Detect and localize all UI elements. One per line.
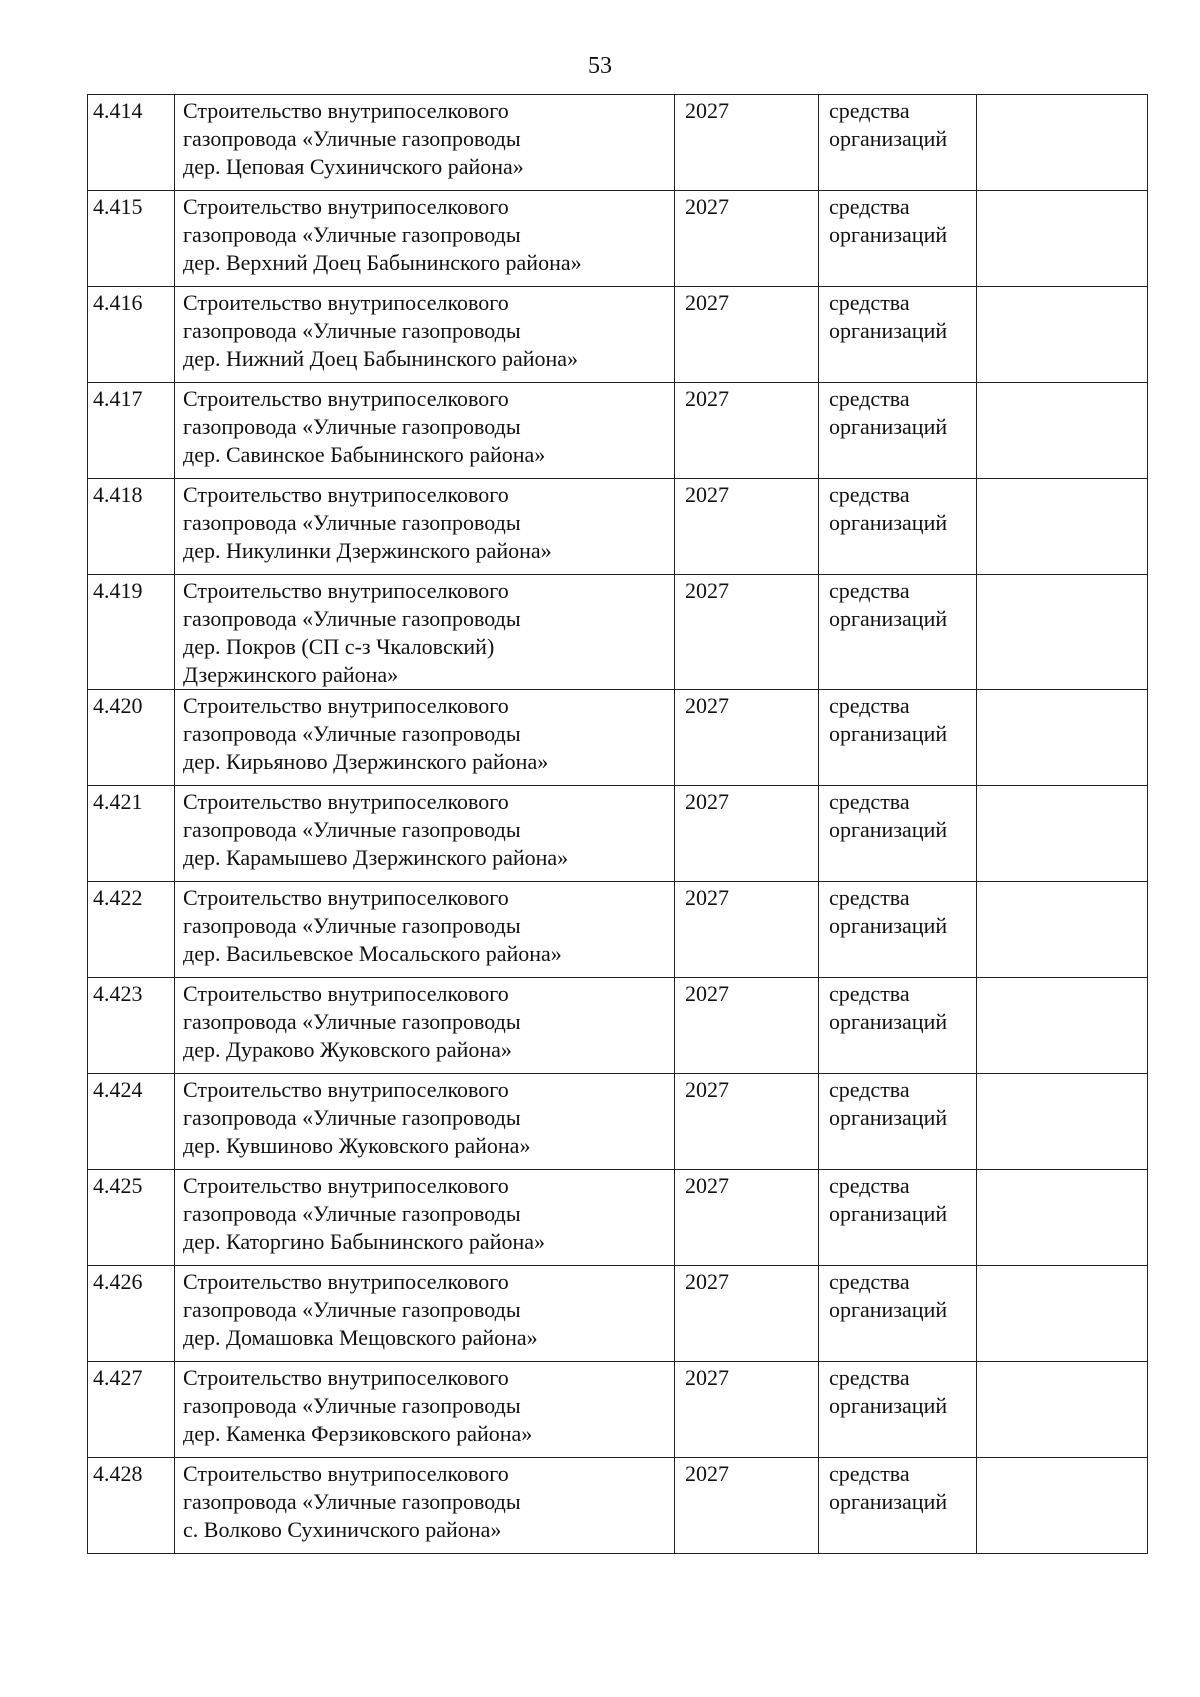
project-name-cell xyxy=(175,882,675,978)
project-name-cell xyxy=(175,1074,675,1170)
funding-source-line: организаций xyxy=(829,817,948,842)
project-name-line: Строительство внутрипоселкового xyxy=(183,1461,509,1486)
project-name-line: дер. Васильевское Мосальского района» xyxy=(183,941,562,966)
project-name-line: Строительство внутрипоселкового xyxy=(183,1173,509,1198)
item-number-cell: 4.419 xyxy=(88,575,175,690)
year-cell: 2027 xyxy=(675,1362,819,1458)
empty-cell xyxy=(977,191,1148,287)
project-name-line: газопровода «Уличные газопроводы xyxy=(183,817,521,842)
funding-source-line: средства xyxy=(829,789,910,814)
table-row xyxy=(88,1266,1148,1362)
item-number-cell: 4.427 xyxy=(88,1362,175,1458)
item-number-cell: 4.428 xyxy=(88,1458,175,1554)
item-number-cell: 4.418 xyxy=(88,479,175,575)
funding-source-line: организаций xyxy=(829,913,948,938)
table-row xyxy=(88,690,1148,786)
table-row xyxy=(88,1074,1148,1170)
funding-source-line: организаций xyxy=(829,1297,948,1322)
empty-cell xyxy=(977,479,1148,575)
funding-source-cell xyxy=(819,978,977,1074)
year-cell: 2027 xyxy=(675,383,819,479)
project-name-line: дер. Савинское Бабынинского района» xyxy=(183,442,546,467)
project-name-line: газопровода «Уличные газопроводы xyxy=(183,1489,521,1514)
project-name-cell xyxy=(175,1266,675,1362)
project-name-line: газопровода «Уличные газопроводы xyxy=(183,1201,521,1226)
empty-cell xyxy=(977,1458,1148,1554)
year-cell: 2027 xyxy=(675,95,819,191)
project-name-cell xyxy=(175,575,675,690)
funding-source-cell xyxy=(819,575,977,690)
project-name-line: дер. Кувшиново Жуковского района» xyxy=(183,1133,531,1158)
empty-cell xyxy=(977,882,1148,978)
project-name-cell xyxy=(175,383,675,479)
registry-table xyxy=(87,94,1148,1554)
project-name-line: газопровода «Уличные газопроводы xyxy=(183,222,521,247)
funding-source-line: средства xyxy=(829,1077,910,1102)
funding-source-line: организаций xyxy=(829,1489,948,1514)
funding-source-line: организаций xyxy=(829,606,948,631)
item-number-cell: 4.426 xyxy=(88,1266,175,1362)
item-number-cell: 4.414 xyxy=(88,95,175,191)
project-name-line: дер. Никулинки Дзержинского района» xyxy=(183,538,552,563)
project-name-line: Строительство внутрипоселкового xyxy=(183,693,509,718)
project-name-line: газопровода «Уличные газопроводы xyxy=(183,414,521,439)
project-name-line: газопровода «Уличные газопроводы xyxy=(183,1105,521,1130)
project-name-line: газопровода «Уличные газопроводы xyxy=(183,1393,521,1418)
project-name-line: газопровода «Уличные газопроводы xyxy=(183,913,521,938)
funding-source-cell xyxy=(819,1362,977,1458)
project-name-cell xyxy=(175,287,675,383)
table-row xyxy=(88,383,1148,479)
project-name-line: Строительство внутрипоселкового xyxy=(183,290,509,315)
funding-source-line: средства xyxy=(829,1365,910,1390)
funding-source-cell xyxy=(819,383,977,479)
year-cell: 2027 xyxy=(675,1458,819,1554)
funding-source-line: средства xyxy=(829,290,910,315)
year-cell: 2027 xyxy=(675,479,819,575)
empty-cell xyxy=(977,690,1148,786)
funding-source-cell xyxy=(819,1170,977,1266)
empty-cell xyxy=(977,978,1148,1074)
project-name-line: дер. Домашовка Мещовского района» xyxy=(183,1325,538,1350)
funding-source-line: организаций xyxy=(829,1393,948,1418)
year-cell: 2027 xyxy=(675,786,819,882)
project-name-line: Строительство внутрипоселкового xyxy=(183,1365,509,1390)
item-number-cell: 4.422 xyxy=(88,882,175,978)
funding-source-line: организаций xyxy=(829,222,948,247)
funding-source-line: организаций xyxy=(829,1201,948,1226)
funding-source-line: организаций xyxy=(829,1105,948,1130)
year-cell: 2027 xyxy=(675,575,819,690)
funding-source-cell xyxy=(819,287,977,383)
funding-source-line: средства xyxy=(829,1269,910,1294)
project-name-line: Строительство внутрипоселкового xyxy=(183,194,509,219)
project-name-line: Строительство внутрипоселкового xyxy=(183,98,509,123)
empty-cell xyxy=(977,786,1148,882)
project-name-cell xyxy=(175,1362,675,1458)
project-name-line: Дзержинского района» xyxy=(183,662,399,687)
page-number: 53 xyxy=(588,53,612,79)
project-name-line: Строительство внутрипоселкового xyxy=(183,1269,509,1294)
year-cell: 2027 xyxy=(675,978,819,1074)
funding-source-cell xyxy=(819,786,977,882)
funding-source-line: средства xyxy=(829,1461,910,1486)
project-name-line: Строительство внутрипоселкового xyxy=(183,981,509,1006)
table-row xyxy=(88,1170,1148,1266)
project-name-line: дер. Цеповая Сухиничского района» xyxy=(183,154,524,179)
funding-source-line: средства xyxy=(829,693,910,718)
project-name-cell xyxy=(175,95,675,191)
year-cell: 2027 xyxy=(675,1266,819,1362)
registry-table-body xyxy=(88,95,1148,1554)
funding-source-line: средства xyxy=(829,194,910,219)
funding-source-line: средства xyxy=(829,981,910,1006)
project-name-cell xyxy=(175,479,675,575)
funding-source-line: организаций xyxy=(829,721,948,746)
table-row xyxy=(88,287,1148,383)
year-cell: 2027 xyxy=(675,690,819,786)
project-name-line: Строительство внутрипоселкового xyxy=(183,1077,509,1102)
project-name-line: дер. Кирьяново Дзержинского района» xyxy=(183,749,549,774)
funding-source-cell xyxy=(819,95,977,191)
year-cell: 2027 xyxy=(675,287,819,383)
funding-source-line: средства xyxy=(829,885,910,910)
funding-source-cell xyxy=(819,1458,977,1554)
project-name-cell xyxy=(175,191,675,287)
year-cell: 2027 xyxy=(675,1170,819,1266)
project-name-line: газопровода «Уличные газопроводы xyxy=(183,510,521,535)
project-name-line: дер. Дураково Жуковского района» xyxy=(183,1037,512,1062)
project-name-line: Строительство внутрипоселкового xyxy=(183,482,509,507)
project-name-cell xyxy=(175,978,675,1074)
item-number-cell: 4.425 xyxy=(88,1170,175,1266)
item-number-cell: 4.420 xyxy=(88,690,175,786)
project-name-line: дер. Каторгино Бабынинского района» xyxy=(183,1229,546,1254)
funding-source-line: средства xyxy=(829,578,910,603)
project-name-line: газопровода «Уличные газопроводы xyxy=(183,126,521,151)
year-cell: 2027 xyxy=(675,882,819,978)
funding-source-cell xyxy=(819,191,977,287)
empty-cell xyxy=(977,95,1148,191)
empty-cell xyxy=(977,1074,1148,1170)
empty-cell xyxy=(977,1362,1148,1458)
project-name-line: газопровода «Уличные газопроводы xyxy=(183,318,521,343)
project-name-line: дер. Верхний Доец Бабынинского района» xyxy=(183,250,582,275)
funding-source-line: средства xyxy=(829,386,910,411)
funding-source-cell xyxy=(819,690,977,786)
project-name-line: дер. Нижний Доец Бабынинского района» xyxy=(183,346,579,371)
empty-cell xyxy=(977,1266,1148,1362)
item-number-cell: 4.417 xyxy=(88,383,175,479)
funding-source-line: организаций xyxy=(829,414,948,439)
table-row xyxy=(88,575,1148,690)
item-number-cell: 4.416 xyxy=(88,287,175,383)
project-name-line: газопровода «Уличные газопроводы xyxy=(183,721,521,746)
item-number-cell: 4.424 xyxy=(88,1074,175,1170)
project-name-line: Строительство внутрипоселкового xyxy=(183,885,509,910)
project-name-line: с. Волково Сухиничского района» xyxy=(183,1517,502,1542)
project-name-line: дер. Покров (СП с-з Чкаловский) xyxy=(183,634,495,659)
table-row xyxy=(88,978,1148,1074)
project-name-line: Строительство внутрипоселкового xyxy=(183,578,509,603)
table-row xyxy=(88,479,1148,575)
project-name-line: газопровода «Уличные газопроводы xyxy=(183,606,521,631)
empty-cell xyxy=(977,287,1148,383)
funding-source-line: организаций xyxy=(829,126,948,151)
project-name-cell xyxy=(175,1458,675,1554)
table-row xyxy=(88,95,1148,191)
project-name-cell xyxy=(175,1170,675,1266)
funding-source-line: организаций xyxy=(829,510,948,535)
project-name-line: Строительство внутрипоселкового xyxy=(183,789,509,814)
item-number-cell: 4.415 xyxy=(88,191,175,287)
funding-source-line: организаций xyxy=(829,318,948,343)
empty-cell xyxy=(977,1170,1148,1266)
project-name-line: газопровода «Уличные газопроводы xyxy=(183,1009,521,1034)
item-number-cell: 4.423 xyxy=(88,978,175,1074)
project-name-cell xyxy=(175,690,675,786)
empty-cell xyxy=(977,575,1148,690)
project-name-line: газопровода «Уличные газопроводы xyxy=(183,1297,521,1322)
funding-source-cell xyxy=(819,882,977,978)
project-name-line: Строительство внутрипоселкового xyxy=(183,386,509,411)
funding-source-line: средства xyxy=(829,482,910,507)
funding-source-cell xyxy=(819,1074,977,1170)
empty-cell xyxy=(977,383,1148,479)
table-row xyxy=(88,1362,1148,1458)
funding-source-line: средства xyxy=(829,98,910,123)
table-row xyxy=(88,786,1148,882)
table-row xyxy=(88,882,1148,978)
item-number-cell: 4.421 xyxy=(88,786,175,882)
project-name-line: дер. Карамышево Дзержинского района» xyxy=(183,845,569,870)
funding-source-cell xyxy=(819,479,977,575)
project-name-line: дер. Каменка Ферзиковского района» xyxy=(183,1421,533,1446)
project-name-cell xyxy=(175,786,675,882)
year-cell: 2027 xyxy=(675,1074,819,1170)
table-row xyxy=(88,1458,1148,1554)
table-row xyxy=(88,191,1148,287)
year-cell: 2027 xyxy=(675,191,819,287)
funding-source-cell xyxy=(819,1266,977,1362)
funding-source-line: организаций xyxy=(829,1009,948,1034)
funding-source-line: средства xyxy=(829,1173,910,1198)
